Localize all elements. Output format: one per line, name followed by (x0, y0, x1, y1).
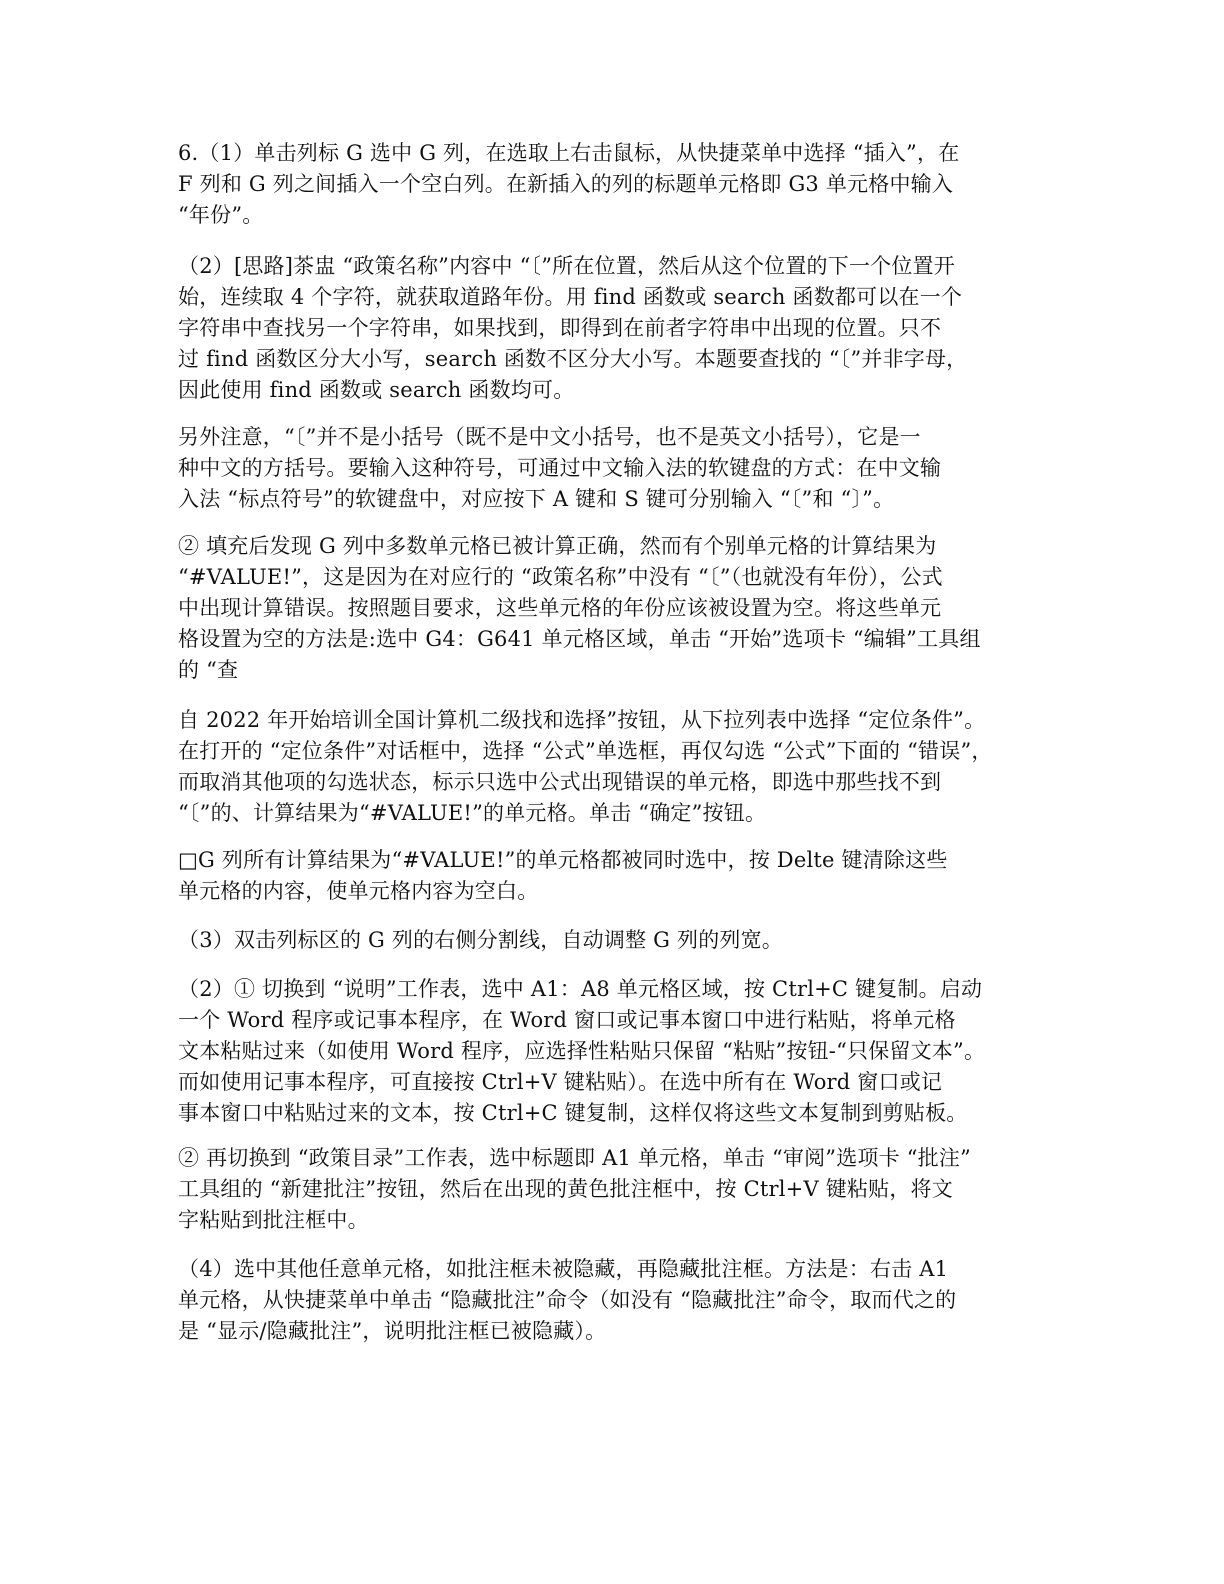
text-line: 事本窗口中粘贴过来的文本，按 Ctrl+C 键复制，这样仅将这些文本复制到剪贴板。 (178, 1101, 968, 1125)
paragraph-find-function-idea (178, 251, 1078, 406)
text-line: 单元格，从快捷菜单中单击 “隐藏批注”命令（如没有 “隐藏批注”命令，取而代之的 (178, 1288, 957, 1312)
text-line: 在打开的 “定位条件”对话框中，选择 “公式”单选框，再仅勾选 “公式”下面的 “错误”， (178, 739, 993, 763)
text-line: “年份”。 (178, 203, 264, 227)
text-line: 单元格的内容，使单元格内容为空白。 (178, 879, 539, 903)
text-line: ② 再切换到 “政策目录”工作表，选中标题即 A1 单元格，单击 “审阅”选项卡 “批注” (178, 1146, 971, 1170)
text-line: 另外注意，“〔”并不是小括号（既不是中文小括号，也不是英文小括号），它是一 (178, 425, 921, 449)
text-line: （2）① 切换到 “说明”工作表，选中 A1：A8 单元格区域，按 Ctrl+C 键复制。启动 (178, 977, 983, 1001)
paragraph-bracket-note (178, 422, 1078, 515)
text-line: ② 填充后发现 G 列中多数单元格已被计算正确，然而有个别单元格的计算结果为 (178, 534, 937, 558)
text-line: “#VALUE!”，这是因为在对应行的 “政策名称”中没有 “〔”（也就没有年份），公式 (178, 565, 943, 589)
text-line: F 列和 G 列之间插入一个空白列。在新插入的列的标题单元格即 G3 单元格中输入 (178, 172, 954, 196)
paragraph-autofit-column (178, 925, 1078, 956)
paragraph-copy-text (178, 974, 1078, 1129)
text-line: 工具组的 “新建批注”按钮，然后在出现的黄色批注框中，按 Ctrl+V 键粘贴，将文 (178, 1177, 953, 1201)
paragraph-delete-values (178, 845, 1078, 907)
paragraph-new-comment (178, 1143, 1078, 1236)
paragraph-goto-special (178, 705, 1078, 829)
text-line: 而如使用记事本程序，可直接按 Ctrl+V 键粘贴）。在选中所有在 Word 窗口或记 (178, 1070, 943, 1094)
text-line: “〔”的、计算结果为“#VALUE!”的单元格。单击 “确定”按钮。 (178, 801, 767, 825)
text-line: 自 2022 年开始培训全国计算机二级找和选择”按钮，从下拉列表中选择 “定位条件”。 (178, 708, 986, 732)
text-line: （2）[思路]茶盅 “政策名称”内容中 “〔”所在位置，然后从这个位置的下一个位置开 (178, 254, 955, 278)
text-line: 字符串中查找另一个字符串，如果找到，即得到在前者字符串中出现的位置。只不 (178, 316, 942, 340)
text-line: 是 “显示/隐藏批注”，说明批注框已被隐藏）。 (178, 1319, 607, 1343)
text-line: 6.（1）单击列标 G 选中 G 列，在选取上右击鼠标，从快捷菜单中选择 “插入”，在 (178, 141, 960, 165)
text-line: 入法 “标点符号”的软键盘中，对应按下 A 键和 S 键可分别输入 “〔”和 “〕”。 (178, 487, 895, 511)
paragraph-hide-comment (178, 1254, 1078, 1347)
text-line: 因此使用 find 函数或 search 函数均可。 (178, 378, 575, 402)
text-line: □G 列所有计算结果为“#VALUE!”的单元格都被同时选中，按 Delte 键清除这些 (178, 848, 948, 872)
text-line: 种中文的方括号。要输入这种符号，可通过中文输入法的软键盘的方式：在中文输 (178, 456, 942, 480)
text-line: （3）双击列标区的 G 列的右侧分割线，自动调整 G 列的列宽。 (178, 928, 784, 952)
text-line: （4）选中其他任意单元格，如批注框未被隐藏，再隐藏批注框。方法是：右击 A1 (178, 1257, 949, 1281)
text-line: 中出现计算错误。按照题目要求，这些单元格的年份应该被设置为空。将这些单元 (178, 596, 942, 620)
text-line: 而取消其他项的勾选状态，标示只选中公式出现错误的单元格，即选中那些找不到 (178, 770, 942, 794)
text-line: 格设置为空的方法是:选中 G4：G641 单元格区域，单击 “开始”选项卡 “编辑”工具组 (178, 627, 981, 651)
text-line: 一个 Word 程序或记事本程序，在 Word 窗口或记事本窗口中进行粘贴，将单元格 (178, 1008, 956, 1032)
text-line: 字粘贴到批注框中。 (178, 1208, 369, 1232)
text-line: 始，连续取 4 个字符，就获取道路年份。用 find 函数或 search 函数都可以在一个 (178, 285, 963, 309)
paragraph-value-error-fill (178, 531, 1078, 686)
text-line: 过 find 函数区分大小写，search 函数不区分大小写。本题要查找的 “〔”并非字母， (178, 347, 968, 371)
text-line: 的 “查 (178, 658, 239, 682)
paragraph-step6-insert-column (178, 138, 1078, 231)
text-line: 文本粘贴过来（如使用 Word 程序，应选择性粘贴只保留 “粘贴”按钮-“只保留文本”。 (178, 1039, 986, 1063)
